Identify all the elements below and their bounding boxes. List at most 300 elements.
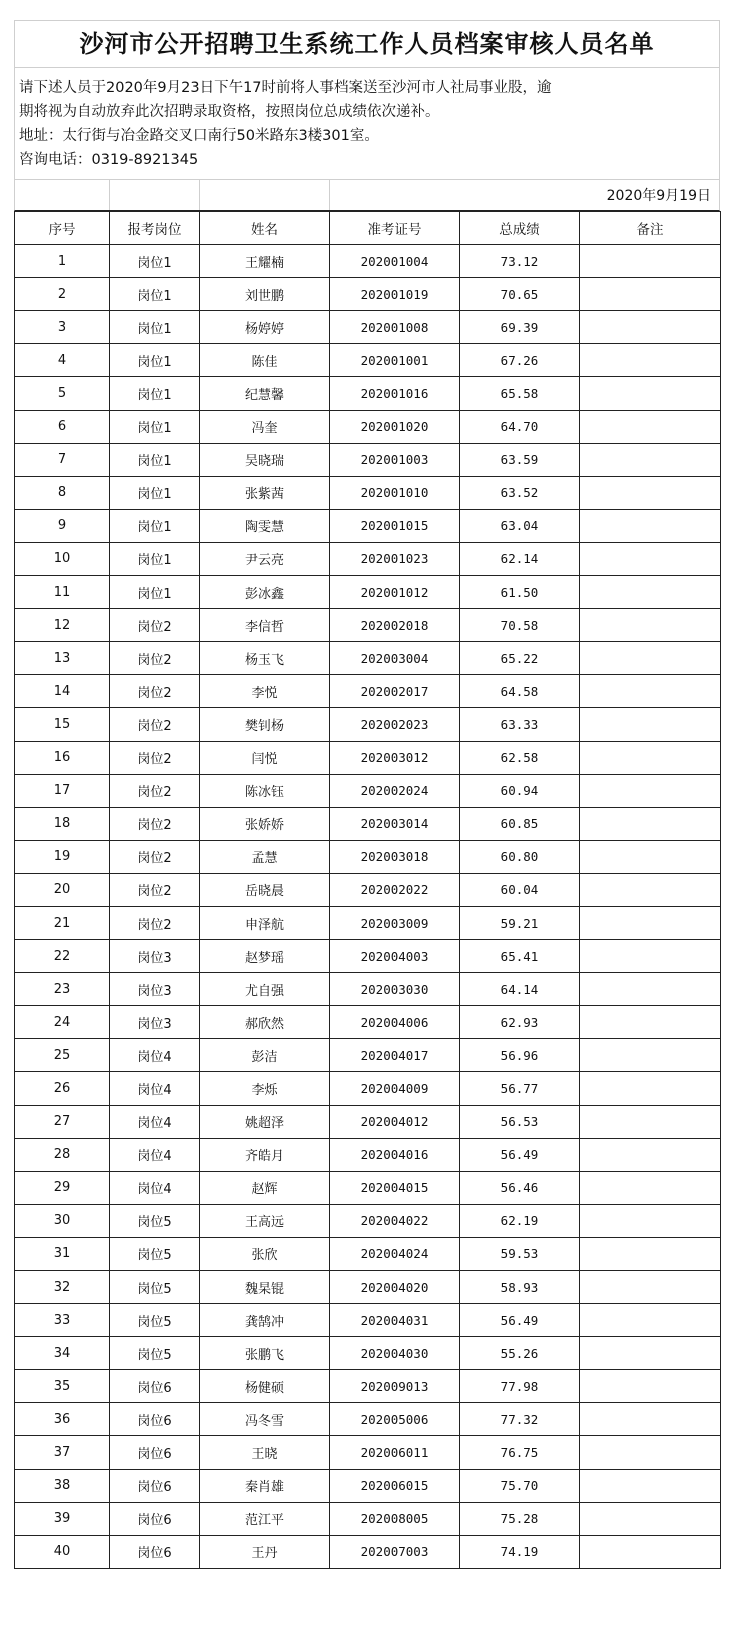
remarks-cell bbox=[580, 1370, 721, 1403]
index-cell: 21 bbox=[15, 906, 110, 939]
index-cell: 9 bbox=[15, 509, 110, 542]
name-cell: 纪慧馨 bbox=[200, 377, 330, 410]
score-cell: 65.22 bbox=[460, 642, 580, 675]
index-cell: 8 bbox=[15, 476, 110, 509]
score-cell: 56.46 bbox=[460, 1171, 580, 1204]
table-row bbox=[15, 245, 721, 278]
score-cell: 70.58 bbox=[460, 609, 580, 642]
remarks-cell bbox=[580, 1502, 721, 1535]
score-cell: 77.32 bbox=[460, 1403, 580, 1436]
table-row bbox=[15, 278, 721, 311]
remarks-cell bbox=[580, 1039, 721, 1072]
index-cell: 4 bbox=[15, 344, 110, 377]
exam-id-cell: 202005006 bbox=[330, 1403, 460, 1436]
name-cell: 彭洁 bbox=[200, 1039, 330, 1072]
position-cell: 岗位1 bbox=[110, 443, 200, 476]
name-cell: 陈佳 bbox=[200, 344, 330, 377]
exam-id-cell: 202001016 bbox=[330, 377, 460, 410]
name-cell: 齐皓月 bbox=[200, 1138, 330, 1171]
score-cell: 56.53 bbox=[460, 1105, 580, 1138]
table-row bbox=[15, 1370, 721, 1403]
table-row bbox=[15, 1237, 721, 1270]
score-cell: 64.14 bbox=[460, 973, 580, 1006]
score-cell: 60.94 bbox=[460, 774, 580, 807]
index-cell: 7 bbox=[15, 443, 110, 476]
name-cell: 王耀楠 bbox=[200, 245, 330, 278]
position-cell: 岗位4 bbox=[110, 1138, 200, 1171]
position-cell: 岗位2 bbox=[110, 642, 200, 675]
header-total-score: 总成绩 bbox=[460, 212, 580, 245]
position-cell: 岗位2 bbox=[110, 675, 200, 708]
position-cell: 岗位3 bbox=[110, 973, 200, 1006]
remarks-cell bbox=[580, 1337, 721, 1370]
position-cell: 岗位4 bbox=[110, 1072, 200, 1105]
remarks-cell bbox=[580, 1469, 721, 1502]
exam-id-cell: 202003014 bbox=[330, 807, 460, 840]
remarks-cell bbox=[580, 675, 721, 708]
name-cell: 彭冰鑫 bbox=[200, 576, 330, 609]
position-cell: 岗位1 bbox=[110, 576, 200, 609]
remarks-cell bbox=[580, 873, 721, 906]
empty-cell bbox=[200, 180, 330, 210]
table-row bbox=[15, 1171, 721, 1204]
exam-id-cell: 202003004 bbox=[330, 642, 460, 675]
score-cell: 55.26 bbox=[460, 1337, 580, 1370]
score-cell: 59.21 bbox=[460, 906, 580, 939]
score-cell: 67.26 bbox=[460, 344, 580, 377]
index-cell: 30 bbox=[15, 1204, 110, 1237]
table-row bbox=[15, 840, 721, 873]
index-cell: 12 bbox=[15, 609, 110, 642]
name-cell: 李悦 bbox=[200, 675, 330, 708]
score-cell: 73.12 bbox=[460, 245, 580, 278]
index-cell: 19 bbox=[15, 840, 110, 873]
table-row bbox=[15, 708, 721, 741]
index-cell: 31 bbox=[15, 1237, 110, 1270]
list-date: 2020年9月19日 bbox=[606, 188, 711, 204]
position-cell: 岗位5 bbox=[110, 1204, 200, 1237]
score-cell: 74.19 bbox=[460, 1535, 580, 1568]
name-cell: 范江平 bbox=[200, 1502, 330, 1535]
index-cell: 39 bbox=[15, 1502, 110, 1535]
score-cell: 76.75 bbox=[460, 1436, 580, 1469]
position-cell: 岗位1 bbox=[110, 377, 200, 410]
empty-cell bbox=[110, 180, 200, 210]
score-cell: 63.52 bbox=[460, 476, 580, 509]
exam-id-cell: 202002024 bbox=[330, 774, 460, 807]
header-remarks: 备注 bbox=[580, 212, 721, 245]
name-cell: 杨健硕 bbox=[200, 1370, 330, 1403]
score-cell: 64.58 bbox=[460, 675, 580, 708]
table-row bbox=[15, 344, 721, 377]
exam-id-cell: 202002018 bbox=[330, 609, 460, 642]
position-cell: 岗位5 bbox=[110, 1304, 200, 1337]
position-cell: 岗位1 bbox=[110, 542, 200, 575]
score-cell: 62.58 bbox=[460, 741, 580, 774]
remarks-cell bbox=[580, 1105, 721, 1138]
remarks-cell bbox=[580, 1403, 721, 1436]
position-cell: 岗位1 bbox=[110, 476, 200, 509]
score-cell: 75.70 bbox=[460, 1469, 580, 1502]
position-cell: 岗位1 bbox=[110, 245, 200, 278]
position-cell: 岗位6 bbox=[110, 1535, 200, 1568]
index-cell: 32 bbox=[15, 1271, 110, 1304]
remarks-cell bbox=[580, 1171, 721, 1204]
table-row bbox=[15, 1502, 721, 1535]
remarks-cell bbox=[580, 741, 721, 774]
index-cell: 6 bbox=[15, 410, 110, 443]
score-cell: 62.19 bbox=[460, 1204, 580, 1237]
name-cell: 岳晓晨 bbox=[200, 873, 330, 906]
table-row bbox=[15, 741, 721, 774]
name-cell: 杨玉飞 bbox=[200, 642, 330, 675]
remarks-cell bbox=[580, 278, 721, 311]
remarks-cell bbox=[580, 940, 721, 973]
position-cell: 岗位3 bbox=[110, 940, 200, 973]
remarks-cell bbox=[580, 245, 721, 278]
name-cell: 王丹 bbox=[200, 1535, 330, 1568]
name-cell: 孟慧 bbox=[200, 840, 330, 873]
remarks-cell bbox=[580, 1138, 721, 1171]
remarks-cell bbox=[580, 807, 721, 840]
index-cell: 23 bbox=[15, 973, 110, 1006]
exam-id-cell: 202003009 bbox=[330, 906, 460, 939]
remarks-cell bbox=[580, 708, 721, 741]
index-cell: 28 bbox=[15, 1138, 110, 1171]
index-cell: 35 bbox=[15, 1370, 110, 1403]
name-cell: 赵梦瑶 bbox=[200, 940, 330, 973]
position-cell: 岗位2 bbox=[110, 774, 200, 807]
position-cell: 岗位6 bbox=[110, 1403, 200, 1436]
position-cell: 岗位6 bbox=[110, 1370, 200, 1403]
table-row bbox=[15, 1271, 721, 1304]
exam-id-cell: 202004017 bbox=[330, 1039, 460, 1072]
name-cell: 冯冬雪 bbox=[200, 1403, 330, 1436]
index-cell: 40 bbox=[15, 1535, 110, 1568]
name-cell: 张欣 bbox=[200, 1237, 330, 1270]
index-cell: 20 bbox=[15, 873, 110, 906]
remarks-cell bbox=[580, 377, 721, 410]
position-cell: 岗位6 bbox=[110, 1502, 200, 1535]
index-cell: 26 bbox=[15, 1072, 110, 1105]
exam-id-cell: 202001004 bbox=[330, 245, 460, 278]
name-cell: 魏杲锟 bbox=[200, 1271, 330, 1304]
table-row bbox=[15, 940, 721, 973]
name-cell: 尹云亮 bbox=[200, 542, 330, 575]
index-cell: 34 bbox=[15, 1337, 110, 1370]
table-row bbox=[15, 542, 721, 575]
exam-id-cell: 202001023 bbox=[330, 542, 460, 575]
notice-phone: 咨询电话：0319-8921345 bbox=[19, 152, 199, 168]
index-cell: 17 bbox=[15, 774, 110, 807]
exam-id-cell: 202004003 bbox=[330, 940, 460, 973]
table-row bbox=[15, 476, 721, 509]
name-cell: 申泽航 bbox=[200, 906, 330, 939]
exam-id-cell: 202004009 bbox=[330, 1072, 460, 1105]
index-cell: 38 bbox=[15, 1469, 110, 1502]
position-cell: 岗位4 bbox=[110, 1105, 200, 1138]
remarks-cell bbox=[580, 1271, 721, 1304]
exam-id-cell: 202004016 bbox=[330, 1138, 460, 1171]
exam-id-cell: 202004022 bbox=[330, 1204, 460, 1237]
position-cell: 岗位2 bbox=[110, 708, 200, 741]
name-cell: 吴晓瑞 bbox=[200, 443, 330, 476]
score-cell: 63.33 bbox=[460, 708, 580, 741]
score-cell: 60.04 bbox=[460, 873, 580, 906]
table-row bbox=[15, 377, 721, 410]
name-cell: 尤自强 bbox=[200, 973, 330, 1006]
remarks-cell bbox=[580, 906, 721, 939]
table-row bbox=[15, 311, 721, 344]
score-cell: 62.14 bbox=[460, 542, 580, 575]
exam-id-cell: 202008005 bbox=[330, 1502, 460, 1535]
remarks-cell bbox=[580, 344, 721, 377]
index-cell: 24 bbox=[15, 1006, 110, 1039]
name-cell: 王高远 bbox=[200, 1204, 330, 1237]
table-row bbox=[15, 675, 721, 708]
position-cell: 岗位3 bbox=[110, 1006, 200, 1039]
table-row bbox=[15, 1436, 721, 1469]
table-row bbox=[15, 443, 721, 476]
remarks-cell bbox=[580, 1006, 721, 1039]
index-cell: 1 bbox=[15, 245, 110, 278]
exam-id-cell: 202009013 bbox=[330, 1370, 460, 1403]
name-cell: 杨婷婷 bbox=[200, 311, 330, 344]
table-row bbox=[15, 642, 721, 675]
score-cell: 60.80 bbox=[460, 840, 580, 873]
name-cell: 赵辉 bbox=[200, 1171, 330, 1204]
table-row bbox=[15, 1337, 721, 1370]
exam-id-cell: 202001020 bbox=[330, 410, 460, 443]
table-row bbox=[15, 1138, 721, 1171]
remarks-cell bbox=[580, 1237, 721, 1270]
score-cell: 64.70 bbox=[460, 410, 580, 443]
position-cell: 岗位2 bbox=[110, 741, 200, 774]
index-cell: 10 bbox=[15, 542, 110, 575]
score-cell: 60.85 bbox=[460, 807, 580, 840]
name-cell: 刘世鹏 bbox=[200, 278, 330, 311]
table-row bbox=[15, 509, 721, 542]
exam-id-cell: 202002022 bbox=[330, 873, 460, 906]
table-row bbox=[15, 906, 721, 939]
name-cell: 张紫茜 bbox=[200, 476, 330, 509]
name-cell: 樊钊杨 bbox=[200, 708, 330, 741]
remarks-cell bbox=[580, 774, 721, 807]
header-position: 报考岗位 bbox=[110, 212, 200, 245]
position-cell: 岗位2 bbox=[110, 609, 200, 642]
remarks-cell bbox=[580, 476, 721, 509]
exam-id-cell: 202004006 bbox=[330, 1006, 460, 1039]
exam-id-cell: 202004015 bbox=[330, 1171, 460, 1204]
exam-id-cell: 202002023 bbox=[330, 708, 460, 741]
table-header-row bbox=[15, 212, 721, 245]
score-cell: 56.77 bbox=[460, 1072, 580, 1105]
table-row bbox=[15, 1535, 721, 1568]
index-cell: 16 bbox=[15, 741, 110, 774]
index-cell: 29 bbox=[15, 1171, 110, 1204]
exam-id-cell: 202001010 bbox=[330, 476, 460, 509]
table-row bbox=[15, 1105, 721, 1138]
exam-id-cell: 202006015 bbox=[330, 1469, 460, 1502]
name-cell: 李信哲 bbox=[200, 609, 330, 642]
remarks-cell bbox=[580, 576, 721, 609]
exam-id-cell: 202004031 bbox=[330, 1304, 460, 1337]
spreadsheet bbox=[14, 20, 720, 1569]
index-cell: 13 bbox=[15, 642, 110, 675]
position-cell: 岗位2 bbox=[110, 840, 200, 873]
name-cell: 龚鹄冲 bbox=[200, 1304, 330, 1337]
position-cell: 岗位5 bbox=[110, 1237, 200, 1270]
remarks-cell bbox=[580, 1072, 721, 1105]
index-cell: 15 bbox=[15, 708, 110, 741]
position-cell: 岗位4 bbox=[110, 1039, 200, 1072]
index-cell: 27 bbox=[15, 1105, 110, 1138]
score-cell: 56.96 bbox=[460, 1039, 580, 1072]
score-cell: 75.28 bbox=[460, 1502, 580, 1535]
name-cell: 冯奎 bbox=[200, 410, 330, 443]
name-cell: 王晓 bbox=[200, 1436, 330, 1469]
score-cell: 70.65 bbox=[460, 278, 580, 311]
score-cell: 69.39 bbox=[460, 311, 580, 344]
exam-id-cell: 202004024 bbox=[330, 1237, 460, 1270]
exam-id-cell: 202001012 bbox=[330, 576, 460, 609]
exam-id-cell: 202001008 bbox=[330, 311, 460, 344]
score-cell: 58.93 bbox=[460, 1271, 580, 1304]
exam-id-cell: 202003012 bbox=[330, 741, 460, 774]
position-cell: 岗位2 bbox=[110, 807, 200, 840]
remarks-cell bbox=[580, 1535, 721, 1568]
index-cell: 22 bbox=[15, 940, 110, 973]
index-cell: 37 bbox=[15, 1436, 110, 1469]
header-name: 姓名 bbox=[200, 212, 330, 245]
remarks-cell bbox=[580, 642, 721, 675]
notice-line-2: 期将视为自动放弃此次招聘录取资格，按照岗位总成绩依次递补。 bbox=[19, 104, 440, 120]
remarks-cell bbox=[580, 1204, 721, 1237]
name-cell: 李烁 bbox=[200, 1072, 330, 1105]
index-cell: 11 bbox=[15, 576, 110, 609]
exam-id-cell: 202001003 bbox=[330, 443, 460, 476]
position-cell: 岗位6 bbox=[110, 1469, 200, 1502]
score-cell: 56.49 bbox=[460, 1304, 580, 1337]
table-row bbox=[15, 1072, 721, 1105]
page-title: 沙河市公开招聘卫生系统工作人员档案审核人员名单 bbox=[14, 20, 720, 67]
name-cell: 张鹏飞 bbox=[200, 1337, 330, 1370]
notice-line-1: 请下述人员于2020年9月23日下午17时前将人事档案送至沙河市人社局事业股，逾 bbox=[19, 80, 552, 96]
empty-cell bbox=[15, 180, 110, 210]
notice-block bbox=[14, 67, 720, 179]
index-cell: 2 bbox=[15, 278, 110, 311]
remarks-cell bbox=[580, 1436, 721, 1469]
score-cell: 63.59 bbox=[460, 443, 580, 476]
position-cell: 岗位1 bbox=[110, 311, 200, 344]
remarks-cell bbox=[580, 311, 721, 344]
table-row bbox=[15, 807, 721, 840]
exam-id-cell: 202003030 bbox=[330, 973, 460, 1006]
table-row bbox=[15, 410, 721, 443]
exam-id-cell: 202001001 bbox=[330, 344, 460, 377]
table-row bbox=[15, 1469, 721, 1502]
exam-id-cell: 202004020 bbox=[330, 1271, 460, 1304]
position-cell: 岗位6 bbox=[110, 1436, 200, 1469]
position-cell: 岗位2 bbox=[110, 906, 200, 939]
exam-id-cell: 202004012 bbox=[330, 1105, 460, 1138]
exam-id-cell: 202001015 bbox=[330, 509, 460, 542]
score-cell: 62.93 bbox=[460, 1006, 580, 1039]
remarks-cell bbox=[580, 443, 721, 476]
remarks-cell bbox=[580, 1304, 721, 1337]
name-cell: 秦肖雄 bbox=[200, 1469, 330, 1502]
remarks-cell bbox=[580, 973, 721, 1006]
score-cell: 59.53 bbox=[460, 1237, 580, 1270]
exam-id-cell: 202006011 bbox=[330, 1436, 460, 1469]
score-cell: 77.98 bbox=[460, 1370, 580, 1403]
index-cell: 14 bbox=[15, 675, 110, 708]
index-cell: 36 bbox=[15, 1403, 110, 1436]
table-row bbox=[15, 609, 721, 642]
index-cell: 5 bbox=[15, 377, 110, 410]
table-body bbox=[15, 245, 721, 1569]
index-cell: 18 bbox=[15, 807, 110, 840]
index-cell: 33 bbox=[15, 1304, 110, 1337]
table-row bbox=[15, 576, 721, 609]
score-cell: 65.41 bbox=[460, 940, 580, 973]
score-cell: 56.49 bbox=[460, 1138, 580, 1171]
position-cell: 岗位5 bbox=[110, 1337, 200, 1370]
position-cell: 岗位2 bbox=[110, 873, 200, 906]
exam-id-cell: 202004030 bbox=[330, 1337, 460, 1370]
position-cell: 岗位1 bbox=[110, 410, 200, 443]
position-cell: 岗位1 bbox=[110, 344, 200, 377]
table-row bbox=[15, 1403, 721, 1436]
index-cell: 25 bbox=[15, 1039, 110, 1072]
remarks-cell bbox=[580, 609, 721, 642]
name-cell: 郝欣然 bbox=[200, 1006, 330, 1039]
remarks-cell bbox=[580, 542, 721, 575]
header-index: 序号 bbox=[15, 212, 110, 245]
name-cell: 张娇娇 bbox=[200, 807, 330, 840]
position-cell: 岗位4 bbox=[110, 1171, 200, 1204]
candidate-table bbox=[14, 211, 721, 1569]
header-exam-id: 准考证号 bbox=[330, 212, 460, 245]
index-cell: 3 bbox=[15, 311, 110, 344]
position-cell: 岗位5 bbox=[110, 1271, 200, 1304]
score-cell: 61.50 bbox=[460, 576, 580, 609]
notice-address: 地址：太行街与冶金路交叉口南行50米路东3楼301室。 bbox=[19, 128, 379, 144]
exam-id-cell: 202002017 bbox=[330, 675, 460, 708]
remarks-cell bbox=[580, 840, 721, 873]
date-row bbox=[14, 179, 720, 211]
name-cell: 陈冰钰 bbox=[200, 774, 330, 807]
exam-id-cell: 202001019 bbox=[330, 278, 460, 311]
table-row bbox=[15, 873, 721, 906]
position-cell: 岗位1 bbox=[110, 509, 200, 542]
exam-id-cell: 202003018 bbox=[330, 840, 460, 873]
remarks-cell bbox=[580, 410, 721, 443]
name-cell: 闫悦 bbox=[200, 741, 330, 774]
exam-id-cell: 202007003 bbox=[330, 1535, 460, 1568]
score-cell: 63.04 bbox=[460, 509, 580, 542]
table-row bbox=[15, 1204, 721, 1237]
table-row bbox=[15, 1039, 721, 1072]
name-cell: 姚超泽 bbox=[200, 1105, 330, 1138]
position-cell: 岗位1 bbox=[110, 278, 200, 311]
score-cell: 65.58 bbox=[460, 377, 580, 410]
table-row bbox=[15, 1304, 721, 1337]
table-row bbox=[15, 774, 721, 807]
table-row bbox=[15, 1006, 721, 1039]
table-row bbox=[15, 973, 721, 1006]
name-cell: 陶雯慧 bbox=[200, 509, 330, 542]
